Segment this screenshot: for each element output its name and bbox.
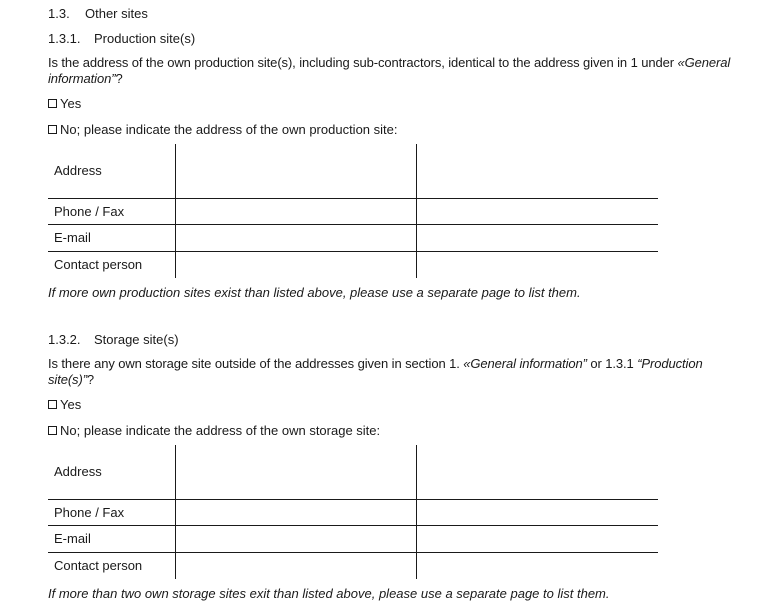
section-title: Other sites xyxy=(85,6,148,21)
production-question-ref-cont: information” xyxy=(48,71,116,86)
section-heading xyxy=(48,6,148,21)
checkbox-icon[interactable] xyxy=(48,125,57,134)
production-option-yes[interactable] xyxy=(48,96,81,111)
storage-question-ref-2-cont: site(s)” xyxy=(48,372,87,387)
production-option-yes-label: Yes xyxy=(60,96,82,111)
production-question-end: ? xyxy=(115,71,123,86)
production-option-no[interactable] xyxy=(48,122,398,137)
address-label: Address xyxy=(48,445,175,499)
storage-note: If more than two own storage sites exit than listed above, please use a separate page to list them. xyxy=(48,586,610,601)
email-label: E-mail xyxy=(48,224,175,251)
production-question-text: Is the address of the own production site(s), including sub-contractors, identical to the address given in 1 under xyxy=(48,55,678,70)
production-number: 1.3.1. xyxy=(48,31,81,46)
phone-fax-label: Phone / Fax xyxy=(48,499,175,525)
storage-question-line1 xyxy=(48,356,720,371)
storage-option-no[interactable] xyxy=(48,423,380,438)
storage-option-no-label: No; please indicate the address of the own storage site: xyxy=(60,423,381,438)
phone-fax-field-2[interactable] xyxy=(416,499,658,525)
contact-person-label: Contact person xyxy=(54,558,143,574)
storage-question-mid: or 1.3.1 xyxy=(586,356,638,371)
storage-title: Storage site(s) xyxy=(94,332,179,347)
address-field-2[interactable] xyxy=(416,144,658,198)
storage-number: 1.3.2. xyxy=(48,332,81,347)
storage-heading xyxy=(48,332,179,347)
email-field-2[interactable] xyxy=(416,224,658,251)
production-address-table xyxy=(48,144,658,278)
phone-fax-field-1[interactable] xyxy=(175,499,416,525)
email-field-2[interactable] xyxy=(416,525,658,552)
storage-question-line2 xyxy=(48,372,94,387)
phone-fax-field-1[interactable] xyxy=(175,198,416,224)
checkbox-icon[interactable] xyxy=(48,400,57,409)
contact-person-field-1[interactable] xyxy=(175,552,416,579)
storage-address-table xyxy=(48,445,658,579)
storage-question-ref-2: “Production xyxy=(637,356,703,371)
storage-question-text: Is there any own storage site outside of the addresses given in section 1. xyxy=(48,356,464,371)
email-field-1[interactable] xyxy=(175,525,416,552)
production-option-no-label: No; please indicate the address of the own production site: xyxy=(60,122,398,137)
production-question-line1 xyxy=(48,55,730,70)
email-field-1[interactable] xyxy=(175,224,416,251)
production-note: If more own production sites exist than listed above, please use a separate page to list them. xyxy=(48,285,581,300)
contact-person-label: Contact person xyxy=(54,257,143,273)
production-question-ref: «General xyxy=(677,55,731,70)
address-field-1[interactable] xyxy=(175,445,416,499)
checkbox-icon[interactable] xyxy=(48,426,57,435)
address-label: Address xyxy=(48,144,175,198)
contact-person-field-1[interactable] xyxy=(175,251,416,278)
storage-question-end: ? xyxy=(86,372,95,387)
address-field-1[interactable] xyxy=(175,144,416,198)
storage-option-yes-label: Yes xyxy=(60,397,82,412)
checkbox-icon[interactable] xyxy=(48,99,57,108)
section-number: 1.3. xyxy=(48,6,70,21)
phone-fax-field-2[interactable] xyxy=(416,198,658,224)
production-heading xyxy=(48,31,196,46)
contact-person-field-2[interactable] xyxy=(416,552,658,579)
contact-person-field-2[interactable] xyxy=(416,251,658,278)
storage-question-ref-1: «General information” xyxy=(463,356,587,371)
storage-option-yes[interactable] xyxy=(48,397,81,412)
email-label: E-mail xyxy=(48,525,175,552)
production-question-line2 xyxy=(48,71,123,86)
production-title: Production site(s) xyxy=(94,31,196,46)
address-field-2[interactable] xyxy=(416,445,658,499)
phone-fax-label: Phone / Fax xyxy=(48,198,175,224)
